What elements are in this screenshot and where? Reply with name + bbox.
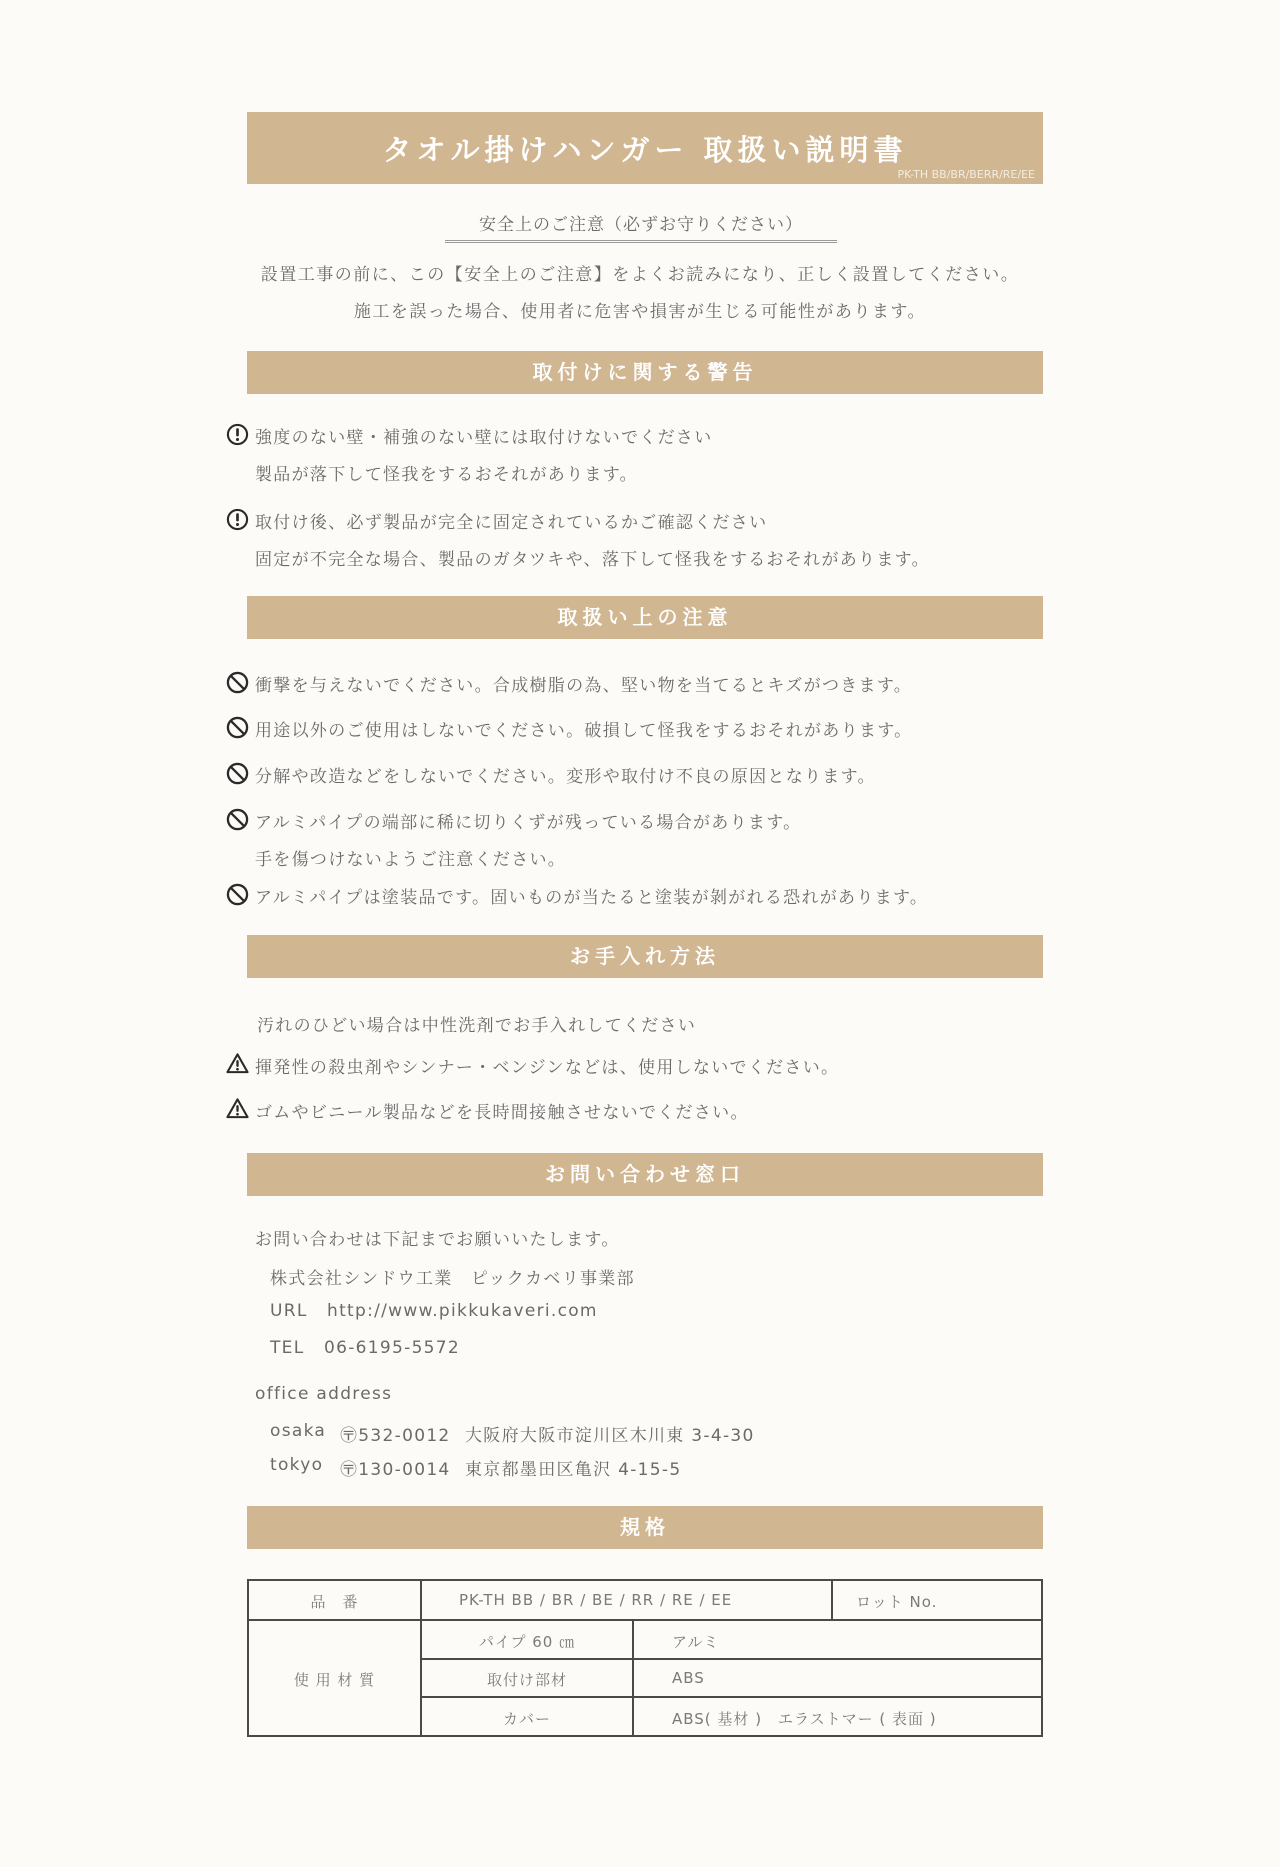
prohibition-icon (226, 762, 249, 785)
material-part: パイプ 60 ㎝ (478, 1633, 576, 1651)
warning-item-1-line1: 強度のない壁・補強のない壁には取付けないでください (255, 428, 713, 448)
url-label: URL (270, 1301, 308, 1321)
prohibition-icon (226, 883, 249, 906)
safety-intro-2: 施工を誤った場合、使用者に危害や損害が生じる可能性があります。 (353, 302, 927, 322)
office-postal-tokyo: 〶130-0014 (340, 1460, 451, 1480)
product-no: PK-TH BB / BR / BE / RR / RE / EE (459, 1591, 733, 1609)
product-no-label: 品 番 (310, 1593, 359, 1611)
title-band (247, 112, 1043, 184)
model-number: PK-TH BB/BR/BERR/RE/EE (897, 168, 1035, 181)
table-divider (420, 1696, 1041, 1698)
table-divider (420, 1658, 1041, 1660)
warning-item-2-line1: 取付け後、必ず製品が完全に固定されているかご確認ください (255, 513, 768, 533)
table-divider (831, 1581, 833, 1620)
table-divider (632, 1620, 634, 1735)
lot-label: ロット No. (856, 1593, 938, 1611)
care-item-2: ゴムやビニール製品などを長時間接触させないでください。 (255, 1103, 749, 1123)
office-address-label: office address (255, 1384, 393, 1404)
table-divider (249, 1619, 1041, 1621)
handling-item-3: 分解や改造などをしないでください。変形や取付け不良の原因となります。 (255, 767, 876, 787)
handling-item-1: 衝撃を与えないでください。合成樹脂の為、堅い物を当てるとキズがつきます。 (255, 676, 913, 696)
care-intro: 汚れのひどい場合は中性洗剤でお手入れしてください (257, 1016, 697, 1036)
care-heading: お手入れ方法 (247, 935, 1043, 978)
office-city-tokyo: tokyo (270, 1455, 324, 1475)
handling-item-2: 用途以外のご使用はしないでください。破損して怪我をするおそれがあります。 (255, 721, 913, 741)
warning-item-1-line2: 製品が落下して怪我をするおそれがあります。 (255, 465, 638, 485)
material-label: 使 用 材 質 (293, 1671, 376, 1689)
material-value: アルミ (672, 1633, 720, 1651)
exclamation-circle-icon (226, 508, 249, 531)
material-part: カバー (502, 1710, 551, 1728)
tel-label: TEL (270, 1338, 305, 1358)
handling-heading: 取扱い上の注意 (247, 596, 1043, 639)
care-item-1: 揮発性の殺虫剤やシンナー・ベンジンなどは、使用しないでください。 (255, 1058, 840, 1078)
prohibition-icon (226, 808, 249, 831)
office-city-osaka: osaka (270, 1421, 327, 1441)
handling-item-4-line1: アルミパイプの端部に稀に切りくずが残っている場合があります。 (255, 813, 802, 833)
exclamation-circle-icon (226, 423, 249, 446)
warning-item-2-line2: 固定が不完全な場合、製品のガタツキや、落下して怪我をするおそれがあります。 (255, 550, 930, 570)
warning-triangle-icon (226, 1052, 249, 1075)
material-value: ABS (672, 1669, 705, 1687)
spec-heading: 規格 (247, 1506, 1043, 1549)
contact-tel: 06-6195-5572 (324, 1338, 461, 1358)
office-postal-osaka: 〶532-0012 (340, 1426, 451, 1446)
handling-item-4-line2: 手を傷つけないようご注意ください。 (255, 850, 567, 870)
warning-triangle-icon (226, 1097, 249, 1120)
spec-table (247, 1579, 1043, 1737)
contact-intro: お問い合わせは下記までお願いいたします。 (255, 1230, 620, 1250)
safety-heading: 安全上のご注意（必ずお守りください） (445, 210, 837, 243)
warnings-heading: 取付けに関する警告 (247, 351, 1043, 394)
prohibition-icon (226, 671, 249, 694)
page-title: タオル掛けハンガー 取扱い説明書 (382, 133, 908, 167)
material-value: ABS( 基材 ) エラストマー ( 表面 ) (672, 1710, 937, 1728)
contact-company: 株式会社シンドウ工業 ピックカベリ事業部 (270, 1269, 635, 1289)
safety-intro-1: 設置工事の前に、この【安全上のご注意】をよくお読みになり、正しく設置してください。 (260, 265, 1020, 285)
office-address-osaka: 大阪府大阪市淀川区木川東 3-4-30 (465, 1426, 755, 1446)
contact-heading: お問い合わせ窓口 (247, 1153, 1043, 1196)
contact-url[interactable]: http://www.pikkukaveri.com (327, 1301, 598, 1321)
office-address-tokyo: 東京都墨田区亀沢 4-15-5 (465, 1460, 682, 1480)
handling-item-5: アルミパイプは塗装品です。固いものが当たると塗装が剝がれる恐れがあります。 (255, 888, 929, 908)
prohibition-icon (226, 716, 249, 739)
material-part: 取付け部材 (486, 1671, 567, 1689)
